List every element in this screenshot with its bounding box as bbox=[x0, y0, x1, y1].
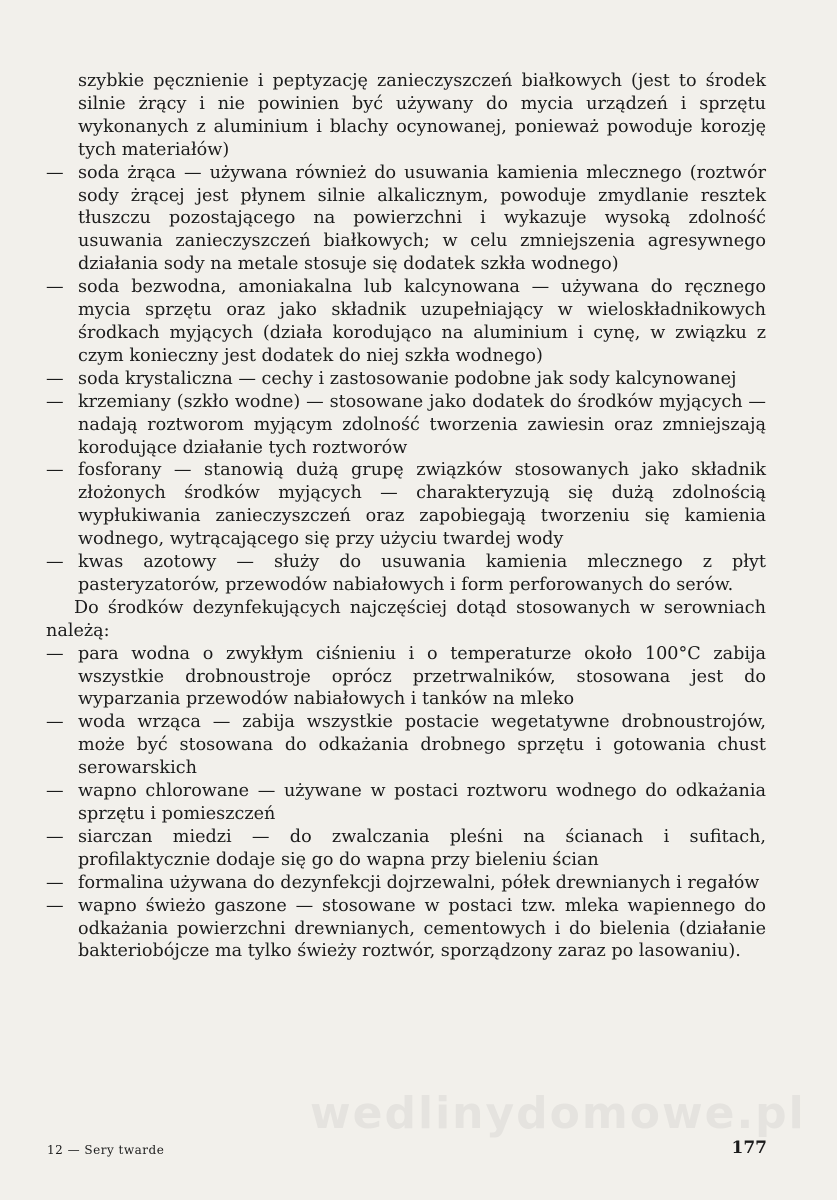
dash: — bbox=[46, 872, 64, 893]
list-item-text: soda bezwodna, amoniakalna lub kalcynowana — używana do ręcznego mycia sprzętu oraz jako składnik uzupełniający w wieloskładnikowych środkach myjących (działa korodująco na aluminium i cynę, w związku z czym konieczny jest dodatek do niej szkła wodnego) bbox=[78, 277, 766, 366]
dash: — bbox=[46, 781, 64, 802]
list-item bbox=[46, 391, 766, 460]
list-item bbox=[46, 162, 766, 277]
list-item bbox=[46, 368, 766, 391]
list-item-text: kwas azotowy — służy do usuwania kamienia mlecznego z płyt pasteryzatorów, przewodów nabiałowych i form perforowanych do serów. bbox=[78, 552, 766, 595]
list-item bbox=[46, 276, 766, 368]
list-item bbox=[46, 643, 766, 712]
dash: — bbox=[46, 162, 64, 183]
dash: — bbox=[46, 460, 64, 481]
list-item-text: soda krystaliczna — cechy i zastosowanie podobne jak sody kalcynowanej bbox=[78, 368, 737, 389]
list-item-text: woda wrząca — zabija wszystkie postacie wegetatywne drobnoustrojów, może być stosowana do odkażania drobnego sprzętu i gotowania chust serowarskich bbox=[78, 712, 766, 779]
list-item bbox=[46, 780, 766, 826]
watermark: wedlinydomowe.pl bbox=[310, 1088, 806, 1139]
continuation-paragraph: szybkie pęcznienie i peptyzację zanieczyszczeń białkowych (jest to środek silnie żrący i nie powinien być używany do mycia urządzeń i sprzętu wykonanych z aluminium i blachy ocynowanej, ponieważ powoduje korozję tych materiałów) bbox=[78, 71, 766, 160]
dash: — bbox=[46, 643, 64, 664]
dash: — bbox=[46, 277, 64, 298]
dash: — bbox=[46, 895, 64, 916]
body-text bbox=[46, 70, 766, 963]
dash: — bbox=[46, 391, 64, 412]
list-item bbox=[46, 872, 766, 895]
list-item-text: fosforany — stanowią dużą grupę związków stosowanych jako składnik złożonych środków myjących — charakteryzują się dużą zdolnością wypłukiwania zanieczyszczeń oraz zapobiegają tworzeniu się kamienia wodnego, wytrącającego się przy użyciu twardej wody bbox=[78, 460, 766, 550]
list-item bbox=[46, 551, 766, 597]
page-number: 177 bbox=[731, 1138, 767, 1158]
list-item bbox=[46, 826, 766, 872]
list-item bbox=[46, 895, 766, 964]
list-item-text: wapno świeżo gaszone — stosowane w postaci tzw. mleka wapiennego do odkażania powierzchni drewnianych, cementowych i do bielenia (działanie bakteriobójcze ma tylko świeży roztwór, sporządzony zaraz po lasowaniu). bbox=[78, 895, 766, 962]
list-item-text: krzemiany (szkło wodne) — stosowane jako dodatek do środków myjących — nadają roztworom myjącym zdolność tworzenia zawiesin oraz zmniejszają korodujące działanie tych roztworów bbox=[78, 391, 766, 458]
list-item-text: formalina używana do dezynfekcji dojrzewalni, półek drewnianych i regałów bbox=[78, 872, 760, 893]
intro-paragraph: Do środków dezynfekujących najczęściej dotąd stosowanych w serowniach należą: bbox=[46, 597, 766, 641]
list-item-text: siarczan miedzi — do zwalczania pleśni na ścianach i sufitach, profilaktycznie dodaje się go do wapna przy bieleniu ścian bbox=[78, 826, 766, 870]
list-item-text: soda żrąca — używana również do usuwania kamienia mlecznego (roztwór sody żrącej jest płynem silnie alkalicznym, powoduje zmydlanie resztek tłuszczu pozostającego na powierzchni i wykazuje wysoką zdolność usuwania zanieczyszczeń białkowych; w celu zmniejszenia agresywnego działania sody na metale stosuje się dodatek szkła wodnego) bbox=[78, 162, 766, 275]
dash: — bbox=[46, 712, 64, 733]
signature-mark: 12 — Sery twarde bbox=[47, 1143, 165, 1157]
dash: — bbox=[46, 826, 64, 847]
list-item-text: para wodna o zwykłym ciśnieniu i o temperaturze około 100°C zabija wszystkie drobnoustroje oprócz przetrwalników, stosowana jest do wyparzania przewodów nabiałowych i tanków na mleko bbox=[78, 643, 766, 710]
list-item-text: wapno chlorowane — używane w postaci roztworu wodnego do odkażania sprzętu i pomieszczeń bbox=[78, 781, 766, 824]
list-item bbox=[46, 459, 766, 551]
dash: — bbox=[46, 368, 64, 389]
list-item bbox=[46, 711, 766, 780]
dash: — bbox=[46, 552, 64, 573]
